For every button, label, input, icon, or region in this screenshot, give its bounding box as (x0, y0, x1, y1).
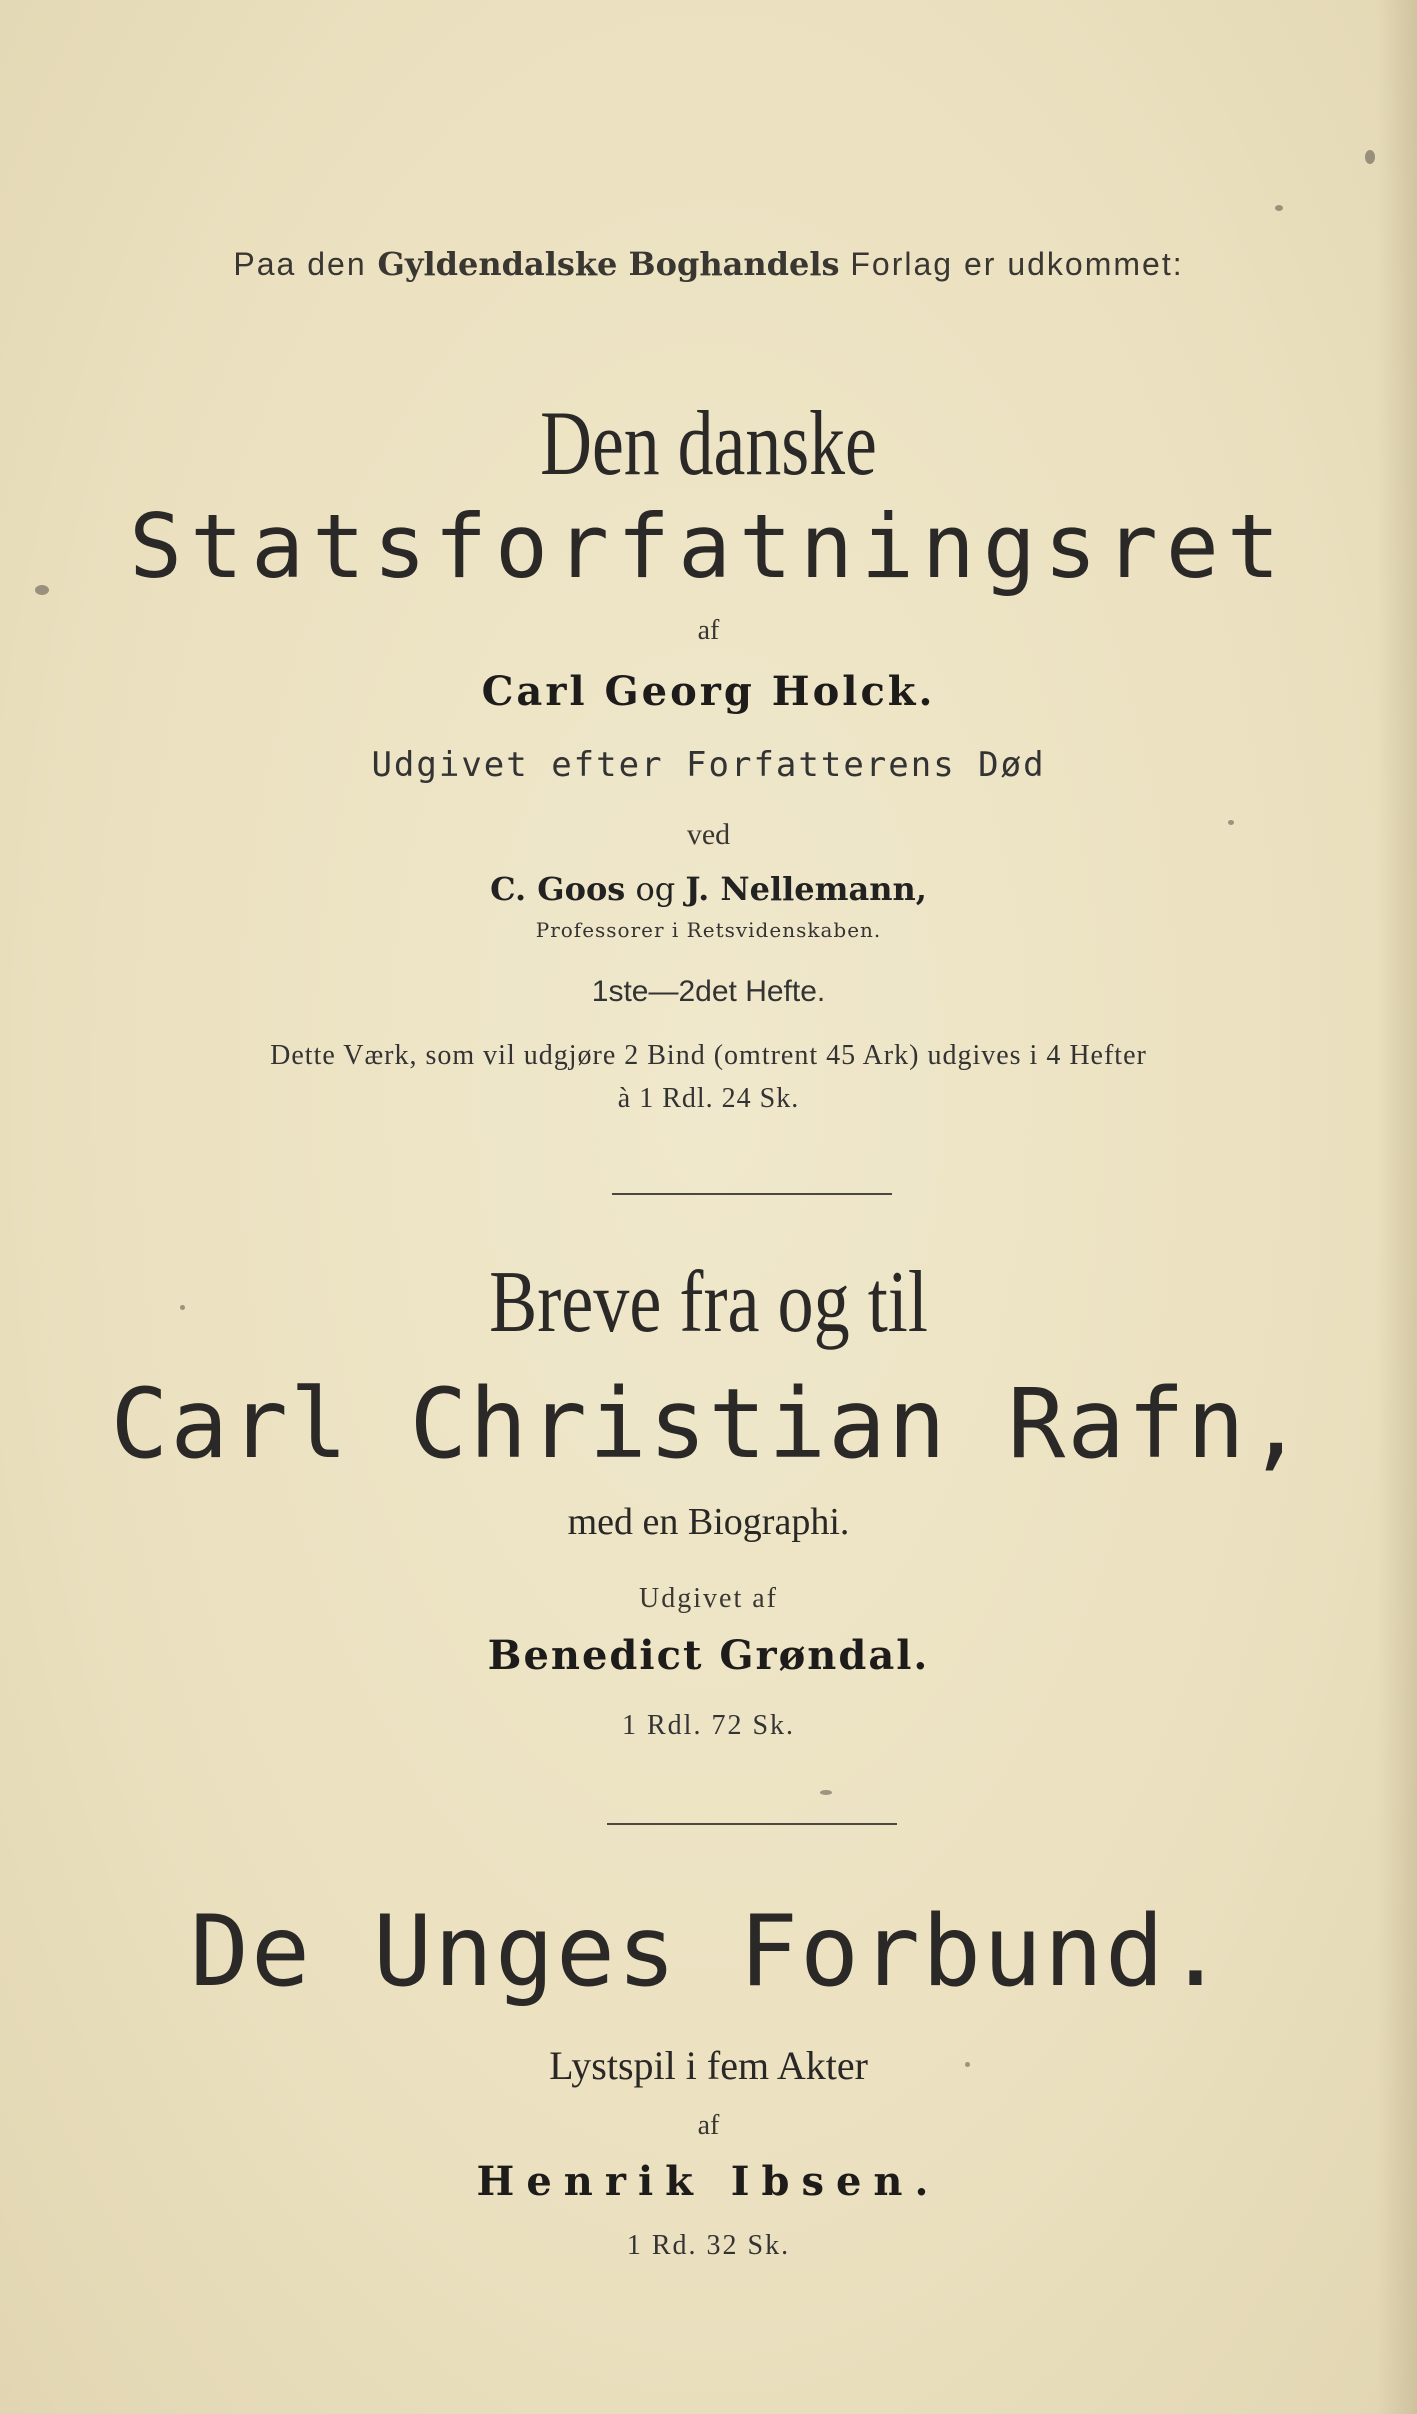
book1-editor1: C. Goos (490, 870, 626, 908)
book3-title: De Unges Forbund. (189, 1895, 1228, 2009)
book1-author: Carl Georg Holck. (481, 668, 936, 715)
paper-speck (965, 2062, 970, 2067)
book3-subtitle: Lystspil i fem Akter (549, 2043, 868, 2088)
book1-by: af (697, 615, 720, 646)
section-divider-1 (612, 1193, 892, 1195)
book3-by: af (697, 2110, 720, 2141)
book1-editors-title: Professorer i Retsvidenskaben. (535, 918, 882, 942)
paper-speck (1228, 820, 1234, 825)
book3-price: 1 Rd. 32 Sk. (626, 2230, 791, 2261)
paper-speck (35, 585, 49, 595)
book2-price: 1 Rdl. 72 Sk. (621, 1710, 796, 1741)
book1-edited-note: Udgivet efter Forfatterens Død (371, 745, 1046, 785)
book2-title-line2: Carl Christian Rafn, (110, 1368, 1307, 1480)
book1-editors (0, 870, 1417, 908)
paper-speck (1365, 150, 1375, 164)
book3-author: Henrik Ibsen. (476, 2158, 941, 2205)
book1-ved: ved (686, 818, 731, 851)
book2-editor: Benedict Grøndal. (487, 1632, 930, 1679)
section-divider-2 (607, 1823, 897, 1825)
paper-speck (180, 1305, 185, 1310)
paper-speck (1275, 205, 1283, 211)
publisher-name: Gyldendalske Boghandels (377, 245, 840, 283)
book2-title-line1: Breve fra og til (489, 1254, 928, 1351)
book1-editor2: J. Nellemann, (685, 870, 927, 908)
book1-title-line2: Statsforfatningsret (129, 495, 1288, 598)
book1-title-line1: Den danske (540, 392, 877, 494)
publisher-intro (0, 245, 1417, 283)
book1-editor-join: og (635, 870, 676, 908)
paper-speck (820, 1790, 832, 1795)
book1-parts: 1ste—2det Hefte. (591, 975, 826, 1008)
book1-description: Dette Værk, som vil udgjøre 2 Bind (omtrent 45 Ark) udgives i 4 Hefter (270, 1040, 1147, 1071)
intro-prefix: Paa den (233, 246, 367, 282)
book2-edited-by: Udgivet af (639, 1583, 778, 1614)
book2-subtitle: med en Biographi. (567, 1501, 850, 1543)
intro-suffix: Forlag er udkommet: (850, 246, 1184, 282)
book1-price: à 1 Rdl. 24 Sk. (617, 1083, 800, 1114)
